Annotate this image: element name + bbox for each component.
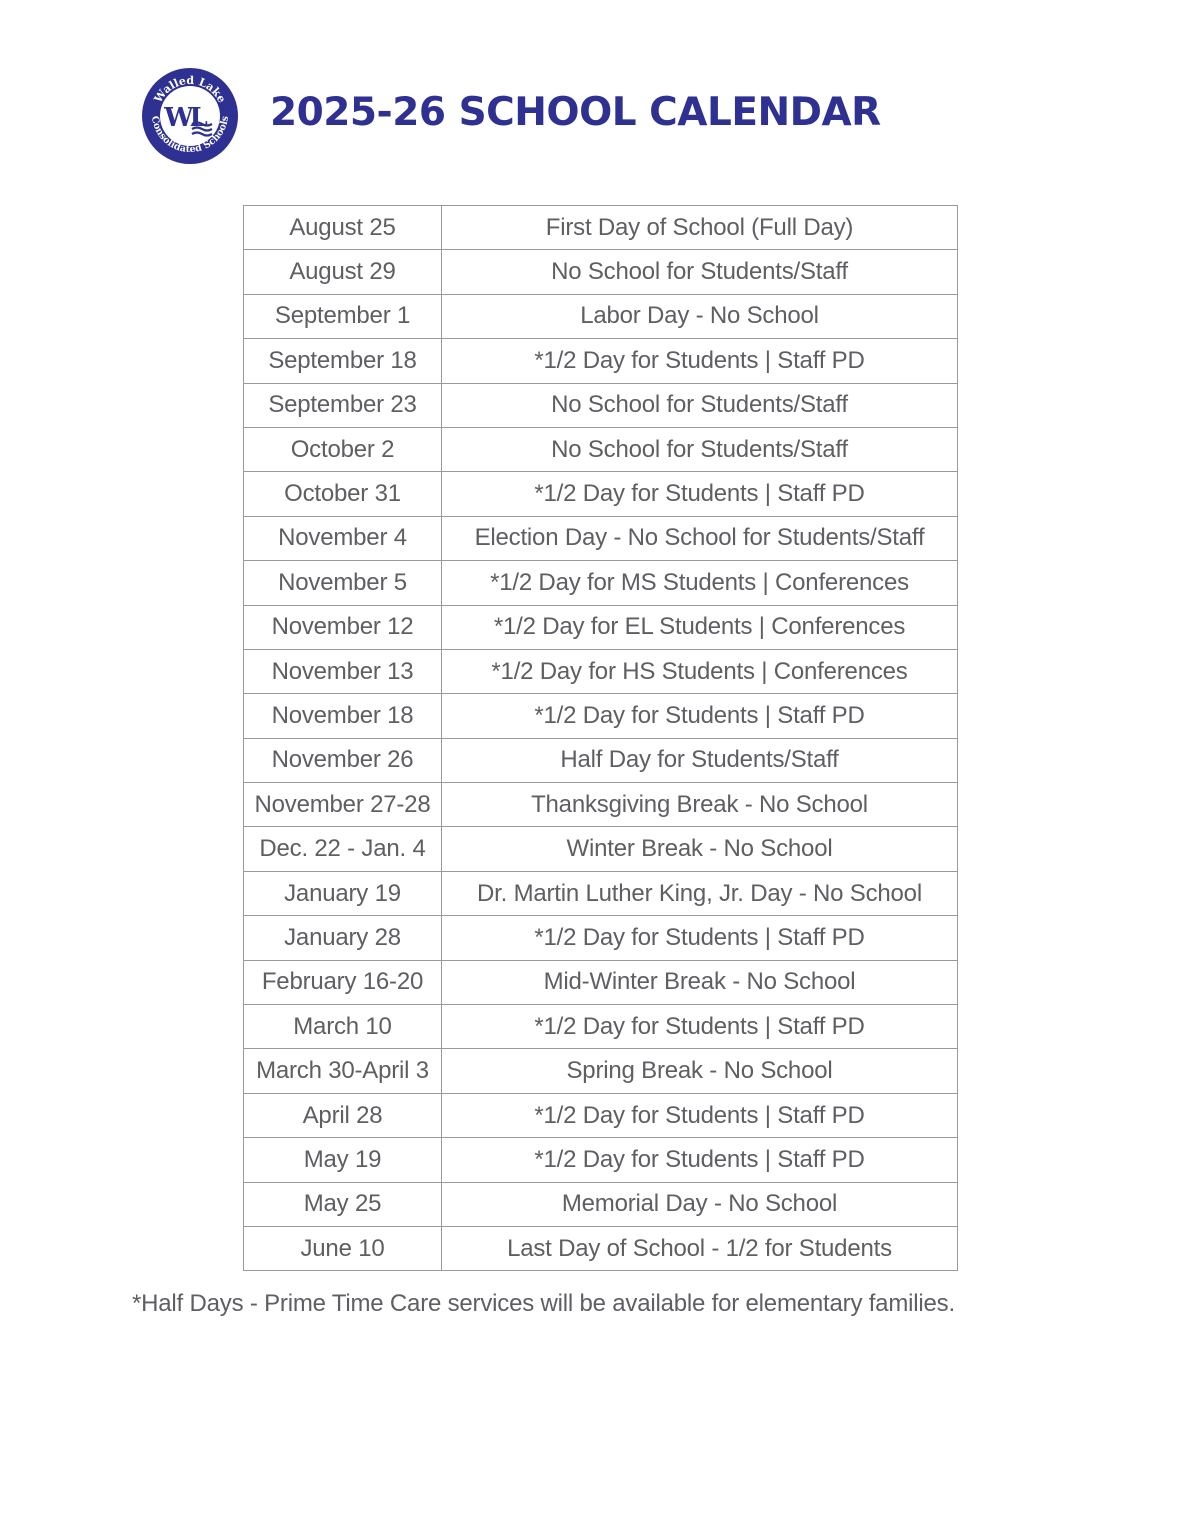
event-cell: *1/2 Day for HS Students | Conferences	[442, 649, 958, 693]
event-cell: *1/2 Day for Students | Staff PD	[442, 1093, 958, 1137]
date-cell: November 27-28	[244, 783, 442, 827]
page-title: 2025-26 SCHOOL CALENDAR	[270, 89, 881, 135]
event-cell: *1/2 Day for Students | Staff PD	[442, 339, 958, 383]
date-cell: September 18	[244, 339, 442, 383]
event-cell: No School for Students/Staff	[442, 250, 958, 294]
event-cell: *1/2 Day for Students | Staff PD	[442, 694, 958, 738]
table-row	[244, 1093, 958, 1137]
date-cell: May 25	[244, 1182, 442, 1226]
date-cell: September 1	[244, 294, 442, 338]
event-cell: No School for Students/Staff	[442, 427, 958, 471]
table-row	[244, 738, 958, 782]
table-row	[244, 472, 958, 516]
event-cell: Memorial Day - No School	[442, 1182, 958, 1226]
svg-text:WL: WL	[164, 103, 204, 133]
table-row	[244, 561, 958, 605]
table-row	[244, 1049, 958, 1093]
table-row	[244, 783, 958, 827]
date-cell: October 2	[244, 427, 442, 471]
date-cell: November 4	[244, 516, 442, 560]
date-cell: January 19	[244, 871, 442, 915]
event-cell: *1/2 Day for Students | Staff PD	[442, 916, 958, 960]
table-row	[244, 871, 958, 915]
table-row	[244, 1182, 958, 1226]
date-cell: September 23	[244, 383, 442, 427]
table-row	[244, 605, 958, 649]
date-cell: May 19	[244, 1138, 442, 1182]
event-cell: Winter Break - No School	[442, 827, 958, 871]
event-cell: Thanksgiving Break - No School	[442, 783, 958, 827]
date-cell: Dec. 22 - Jan. 4	[244, 827, 442, 871]
table-row	[244, 383, 958, 427]
calendar-table-body	[244, 206, 958, 1271]
table-row	[244, 339, 958, 383]
event-cell: No School for Students/Staff	[442, 383, 958, 427]
date-cell: August 29	[244, 250, 442, 294]
date-cell: January 28	[244, 916, 442, 960]
date-cell: November 18	[244, 694, 442, 738]
event-cell: Last Day of School - 1/2 for Students	[442, 1226, 958, 1270]
event-cell: First Day of School (Full Day)	[442, 206, 958, 250]
event-cell: *1/2 Day for EL Students | Conferences	[442, 605, 958, 649]
table-row	[244, 206, 958, 250]
date-cell: March 10	[244, 1005, 442, 1049]
date-cell: November 26	[244, 738, 442, 782]
event-cell: Labor Day - No School	[442, 294, 958, 338]
date-cell: August 25	[244, 206, 442, 250]
calendar-table	[243, 205, 958, 1271]
svg-text:Consolidated Schools: Consolidated Schools	[148, 115, 231, 156]
svg-text:Walled Lake: Walled Lake	[151, 73, 229, 105]
date-cell: November 12	[244, 605, 442, 649]
event-cell: *1/2 Day for Students | Staff PD	[442, 472, 958, 516]
date-cell: October 31	[244, 472, 442, 516]
table-row	[244, 1226, 958, 1270]
date-cell: November 13	[244, 649, 442, 693]
event-cell: *1/2 Day for Students | Staff PD	[442, 1005, 958, 1049]
page-header	[140, 66, 881, 166]
event-cell: Mid-Winter Break - No School	[442, 960, 958, 1004]
event-cell: *1/2 Day for MS Students | Conferences	[442, 561, 958, 605]
school-seal-logo-icon	[140, 66, 240, 166]
table-row	[244, 294, 958, 338]
date-cell: April 28	[244, 1093, 442, 1137]
date-cell: June 10	[244, 1226, 442, 1270]
table-row	[244, 916, 958, 960]
event-cell: Half Day for Students/Staff	[442, 738, 958, 782]
date-cell: February 16-20	[244, 960, 442, 1004]
date-cell: March 30-April 3	[244, 1049, 442, 1093]
event-cell: Dr. Martin Luther King, Jr. Day - No School	[442, 871, 958, 915]
table-row	[244, 427, 958, 471]
table-row	[244, 1138, 958, 1182]
table-row	[244, 649, 958, 693]
table-row	[244, 250, 958, 294]
half-day-footnote: *Half Days - Prime Time Care services will be available for elementary families.	[132, 1290, 955, 1317]
table-row	[244, 960, 958, 1004]
table-row	[244, 827, 958, 871]
table-row	[244, 1005, 958, 1049]
table-row	[244, 516, 958, 560]
event-cell: Election Day - No School for Students/Staff	[442, 516, 958, 560]
event-cell: Spring Break - No School	[442, 1049, 958, 1093]
event-cell: *1/2 Day for Students | Staff PD	[442, 1138, 958, 1182]
table-row	[244, 694, 958, 738]
date-cell: November 5	[244, 561, 442, 605]
